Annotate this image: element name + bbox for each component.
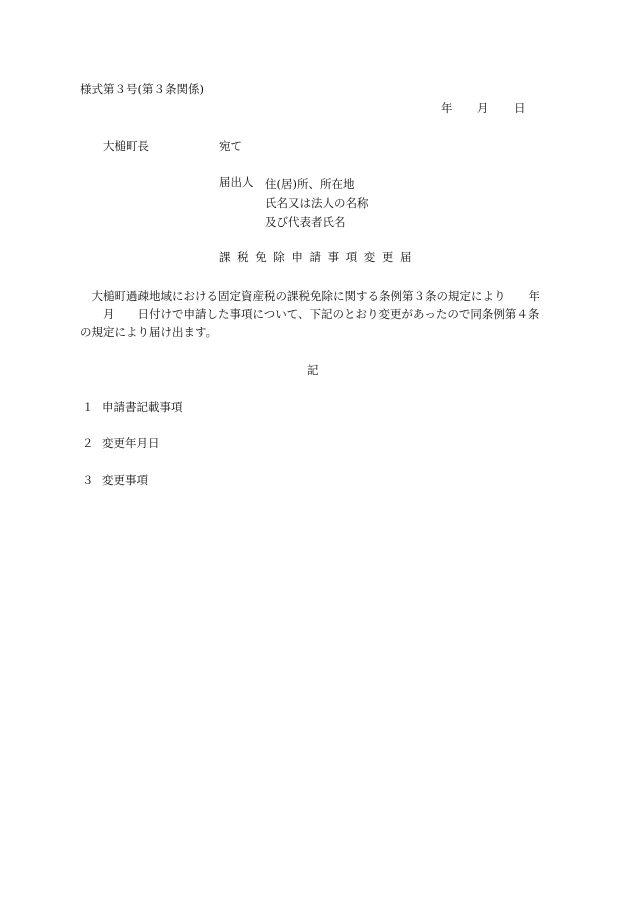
applicant-address-label: 住(居)所、所在地 — [265, 177, 355, 191]
document-title: 課税免除申請事項変更届 — [219, 250, 419, 264]
body-paragraph — [80, 287, 550, 341]
body-line-1: 大槌町過疎地域における固定資産税の課税免除に関する条例第３条の規定により 年 — [80, 289, 540, 303]
applicant-label: 届出人 — [219, 175, 254, 189]
date-month: 月 — [477, 101, 489, 115]
list-item — [82, 473, 148, 487]
list-item — [82, 436, 160, 450]
item-label: 変更事項 — [102, 473, 148, 487]
item-label: 変更年月日 — [102, 436, 160, 450]
body-line-2: 月 日付けで申請した事項について、下記のとおり変更があったので同条例第４条 — [80, 307, 540, 321]
date-year: 年 — [441, 101, 453, 115]
list-item — [82, 400, 183, 414]
body-line-3: の規定により届け出ます。 — [80, 325, 218, 339]
applicant-representative-label: 及び代表者氏名 — [265, 215, 346, 229]
ki-heading: 記 — [307, 363, 319, 377]
form-number: 様式第３号(第３条関係) — [80, 82, 204, 96]
date-line — [441, 101, 526, 115]
addressee-name: 大槌町長 — [103, 139, 149, 153]
addressee-suffix: 宛て — [219, 139, 242, 153]
applicant-fields — [265, 175, 369, 232]
applicant-name-label: 氏名又は法人の名称 — [265, 196, 369, 210]
item-number: ２ — [82, 436, 94, 450]
item-number: １ — [82, 400, 94, 414]
item-number: ３ — [82, 473, 94, 487]
date-day: 日 — [514, 101, 526, 115]
item-label: 申請書記載事項 — [102, 400, 183, 414]
